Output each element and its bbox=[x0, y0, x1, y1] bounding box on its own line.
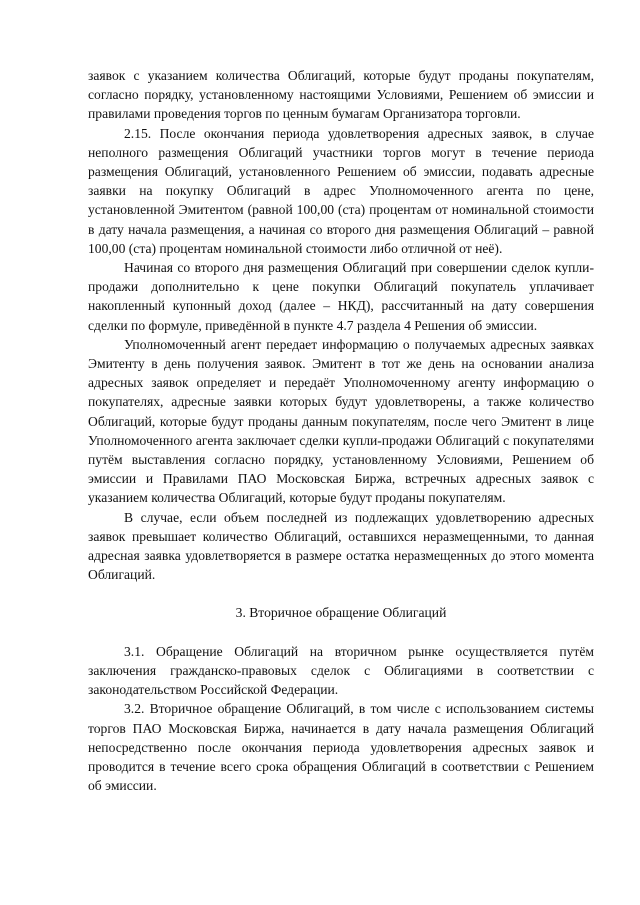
paragraphs-top bbox=[88, 66, 594, 584]
paragraph-3-1: 3.1. Обращение Облигаций на вторичном рынке осуществляется путём заключения гражданско-правовых сделок с Облигациями в соответствии с законодательством Российской Федерации. bbox=[88, 643, 594, 698]
paragraph-nkd: Начиная со второго дня размещения Облигаций при совершении сделок купли-продажи дополнительно к цене покупки Облигаций покупатель уплачивает накопленный купонный доход (далее – НКД), рассчитанный на дату совершения сделки по формуле, приведённой в пункте 4.7 раздела 4 Решения об эмиссии. bbox=[88, 260, 594, 333]
paragraph-3-2: 3.2. Вторичное обращение Облигаций, в том числе с использованием системы торгов ПАО Московская Биржа, начинается в дату начала размещения Облигаций непосредственно после окончания периода удовлетворения адресных заявок и проводится в течение всего срока обращения Облигаций в соответствии с Решением об эмиссии. bbox=[88, 701, 594, 794]
paragraph-agent-info: Уполномоченный агент передает информацию о получаемых адресных заявках Эмитенту в день получения заявок. Эмитент в тот же день на основании анализа адресных заявок определяет и передаёт Уполномоченному агенту информацию о покупателях, адресные заявки которых будут удовлетворены, а также количество Облигаций, которые будут проданы данным покупателям, после чего Эмитент в лице Уполномоченного агента заключает сделки купли-продажи Облигаций с покупателями путём выставления согласно порядку, установленному Условиями, Решением об эмиссии и Правилами ПАО Московская Биржа, встречных адресных заявок с указанием количества Облигаций, которые будут проданы покупателям. bbox=[88, 336, 594, 506]
paragraph-continuation: заявок с указанием количества Облигаций, которые будут проданы покупателям, согласно порядку, установленному настоящими Условиями, Решением об эмиссии и правилами проведения торгов по ценным бумагам Организатора торговли. bbox=[88, 68, 594, 122]
paragraph-last-order: В случае, если объем последней из подлежащих удовлетворению адресных заявок превышает количество Облигаций, оставшихся неразмещенными, то данная адресная заявка удовлетворяется в размере остатка неразмещенных до этого момента Облигаций. bbox=[88, 509, 594, 583]
section-heading: 3. Вторичное обращение Облигаций bbox=[235, 605, 447, 621]
paragraph-2-15: 2.15. После окончания периода удовлетворения адресных заявок, в случае неполного размещения Облигаций участники торгов могут в течение периода размещения Облигаций, установленного Решением об эмиссии, подавать адресные заявки на покупку Облигаций в адрес Уполномоченного агента по цене, установленной Эмитентом (равной 100,00 (ста) процентам от номинальной стоимости в дату начала размещения, а начиная со второго дня размещения Облигаций – равной 100,00 (ста) процентам номинальной стоимости либо отличной от неё). bbox=[88, 125, 594, 256]
paragraphs-bottom bbox=[88, 642, 594, 796]
document-page bbox=[88, 66, 594, 795]
